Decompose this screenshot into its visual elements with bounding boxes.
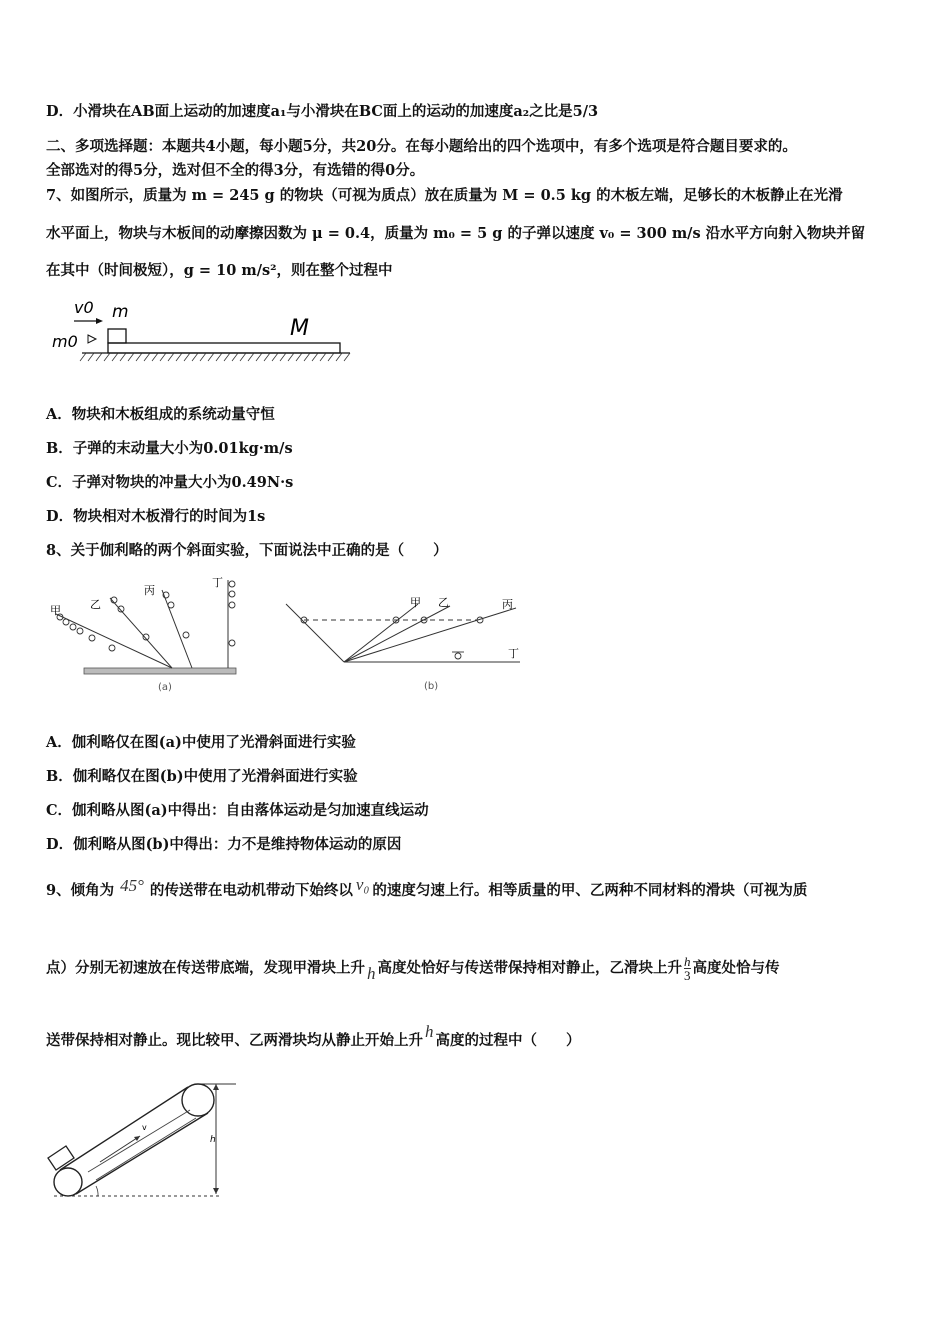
q7-board-M [108,343,340,353]
q8b-label-jia: 甲 [410,596,421,609]
q9-slider-block [48,1146,74,1170]
q9-figure-conveyor [40,1076,250,1201]
q8b-label-bing: 丙 [502,598,513,611]
q7-label-m0: m0 [52,332,78,351]
section2-heading-line2: 全部选对的得5分，选对但不全的得3分，有选错的得0分。 [46,162,425,179]
q7-stem-line3: 在其中（时间极短），g = 10 m/s²，则在整个过程中 [46,262,393,279]
section2-heading-line1: 二、多项选择题：本题共4小题，每小题5分，共20分。在每小题给出的四个选项中，有多个选项是符合题目要求的。 [46,138,797,155]
q9-angle: 45° [120,876,144,895]
q9-label-h: h [210,1135,216,1145]
q9-frac-den: 3 [684,968,691,983]
q7-stem-line2: 水平面上，物块与木板间的动摩擦因数为 μ = 0.4，质量为 m₀ = 5 g 的子弹以速度 v₀ = 300 m/s 沿水平方向射入物块并留 [46,225,866,242]
q8a-label-jia: 甲 [50,604,61,617]
q8a-label-ding: 丁 [212,576,223,589]
q9-text-2a: 点）分别无初速放在传送带底端，发现甲滑块上升 [46,959,365,977]
q9-stem-line2 [46,955,780,982]
q7-option-d: D．物块相对木板滑行的时间为1s [46,508,266,525]
q9-stem-line3 [46,1022,581,1051]
q8a-caption: (a) [158,682,172,693]
q9-text-3a: 送带保持相对静止。现比较甲、乙两滑块均从静止开始上升 [46,1032,423,1049]
q8-stem: 8、关于伽利略的两个斜面实验，下面说法中正确的是（ ） [46,542,448,559]
q9-text-1a: 9、倾角为 [46,882,115,899]
q9-text-1b: 的传送带在电动机带动下始终以 [149,882,353,899]
q7-figure-block-board [46,295,356,375]
q9-text-3b: 高度的过程中（ ） [435,1032,581,1049]
q7-block-m [108,329,126,343]
q9-v0: v₀ [355,875,370,894]
q8-option-c: C．伽利略从图(a)中得出：自由落体运动是匀加速直线运动 [46,802,429,819]
q8-figure-a [46,572,246,697]
q8a-label-bing: 丙 [144,584,155,597]
q7-option-b: B．子弹的末动量大小为0.01kg·m/s [46,440,293,457]
q7-option-c: C．子弹对物块的冲量大小为0.49N·s [46,474,294,491]
q9-h-2: h [425,1022,434,1041]
q8-option-a: A．伽利略仅在图(a)中使用了光滑斜面进行实验 [46,734,356,751]
q9-stem-line1 [46,875,808,901]
q9-text-2b: 高度处恰好与传送带保持相对静止，乙滑块上升 [377,959,682,977]
q8b-label-ding: 丁 [508,647,519,660]
q9-h: h [367,963,376,983]
q7-label-m: m [112,302,129,322]
q8-option-b: B．伽利略仅在图(b)中使用了光滑斜面进行实验 [46,768,358,785]
q7-label-M: M [290,316,309,341]
q9-fraction-h-over-3 [684,955,691,982]
q7-option-a: A．物块和木板组成的系统动量守恒 [46,406,275,423]
q9-text-1c: 的速度匀速上行。相等质量的甲、乙两种不同材料的滑块（可视为质 [372,882,808,899]
q9-text-2c: 高度处恰与传 [692,959,780,977]
q9-label-v: v [142,1123,147,1132]
q8a-label-yi: 乙 [90,598,101,611]
q8-option-d: D．伽利略从图(b)中得出：力不是维持物体运动的原因 [46,836,402,853]
q8b-label-yi: 乙 [438,596,449,609]
q7-label-v0: v0 [74,298,94,317]
q7-stem-line1: 7、如图所示，质量为 m = 245 g 的物块（可视为质点）放在质量为 M = 0.5 kg 的木板左端，足够长的木板静止在光滑 [46,187,843,204]
q8-figure-b [278,590,528,695]
q9-frac-num: h [684,954,691,969]
q8b-caption: (b) [424,681,439,692]
q6-option-d: D．小滑块在AB面上运动的加速度a₁与小滑块在BC面上的运动的加速度a₂之比是5/3 [46,103,599,120]
